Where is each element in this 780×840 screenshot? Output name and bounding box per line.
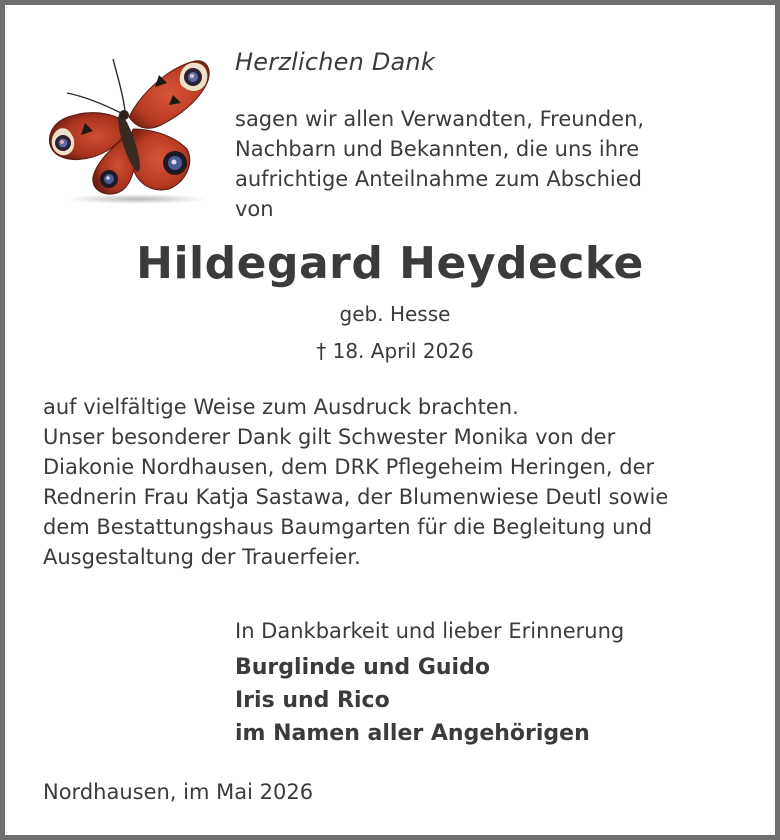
signer-line: Burglinde und Guido	[235, 655, 490, 680]
deceased-name: Hildegard Heydecke	[136, 238, 644, 289]
body-line: Ausgestaltung der Trauerfeier.	[43, 545, 361, 569]
intro-line: aufrichtige Anteilnahme zum Abschied	[235, 167, 642, 191]
body-paragraph	[43, 392, 763, 572]
intro-line: Nachbarn und Bekannten, die uns ihre	[235, 137, 640, 161]
closing-phrase: In Dankbarkeit und lieber Erinnerung	[235, 619, 625, 643]
place-date: Nordhausen, im Mai 2026	[43, 780, 314, 804]
intro-line: sagen wir allen Verwandten, Freunden,	[235, 107, 645, 131]
death-date: † 18. April 2026	[316, 339, 474, 363]
body-line: dem Bestattungshaus Baumgarten für die Begleitung und	[43, 515, 653, 539]
maiden-name: geb. Hesse	[339, 302, 451, 326]
body-line: Unser besonderer Dank gilt Schwester Monika von der	[43, 425, 616, 449]
peacock-butterfly-icon	[41, 53, 213, 205]
body-line: Rednerin Frau Katja Sastawa, der Blumenwiese Deutl sowie	[43, 485, 669, 509]
signer-line: im Namen aller Angehörigen	[235, 721, 590, 746]
intro-line: von	[235, 197, 274, 221]
body-line: auf vielfältige Weise zum Ausdruck brachten.	[43, 395, 519, 419]
intro-paragraph	[235, 104, 755, 224]
thanks-heading: Herzlichen Dank	[235, 48, 435, 76]
body-line: Diakonie Nordhausen, dem DRK Pflegeheim Heringen, der	[43, 455, 655, 479]
signers-block	[235, 651, 590, 750]
signer-line: Iris und Rico	[235, 688, 390, 713]
